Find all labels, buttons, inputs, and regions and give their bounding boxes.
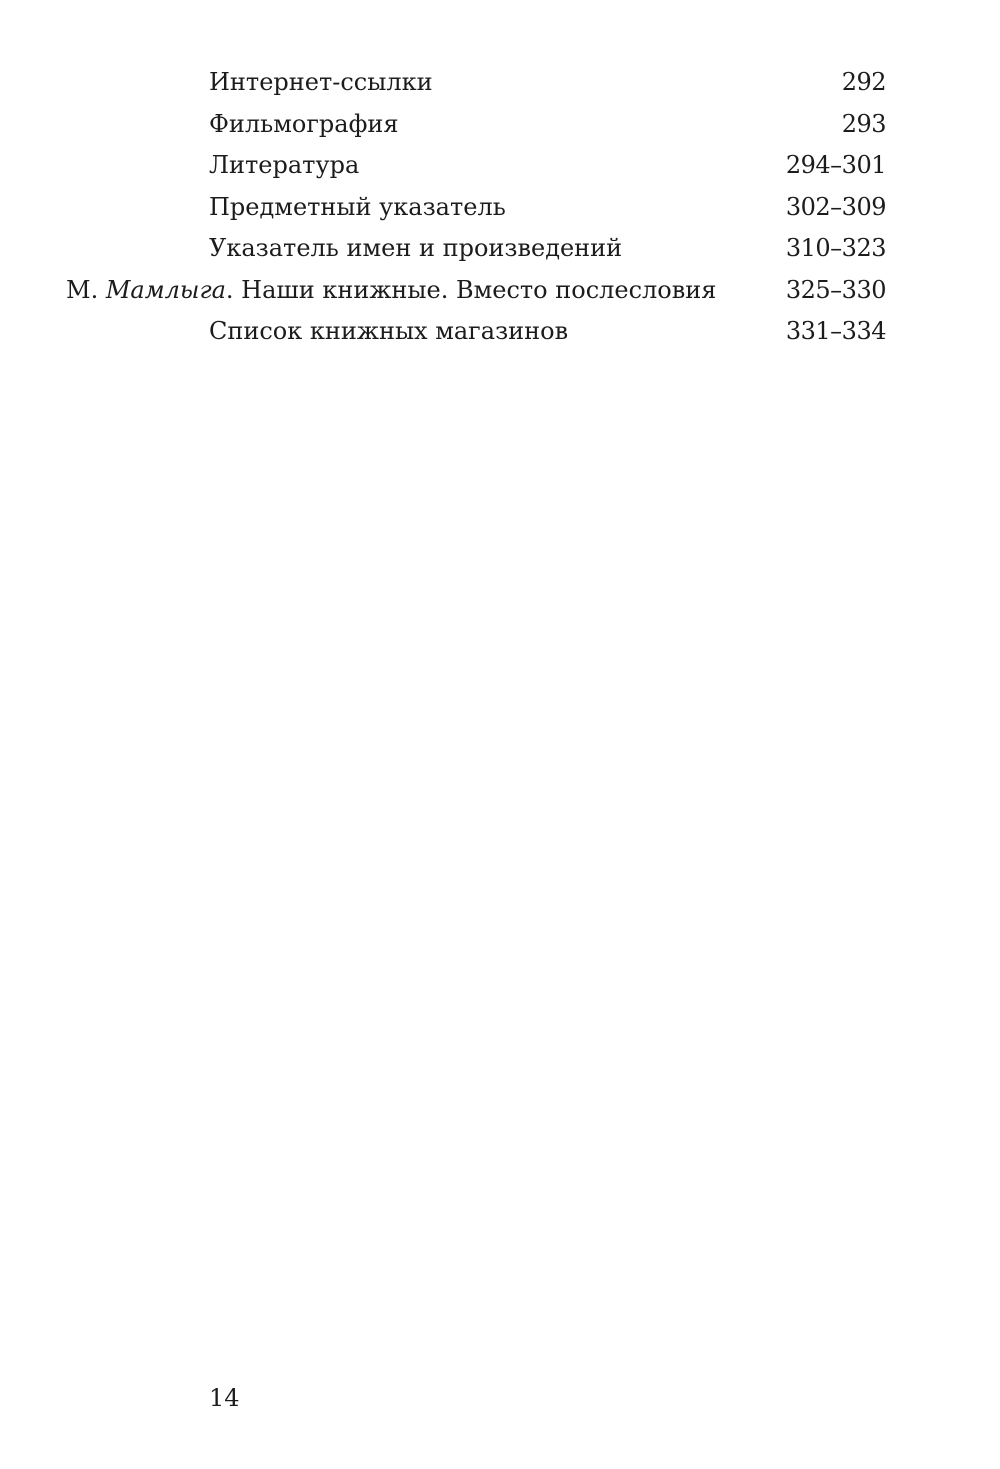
toc-entry-pages: 294–301 (785, 151, 886, 179)
toc-entry-title: Предметный указатель (209, 192, 506, 221)
toc-entry-title: Фильмография (209, 109, 399, 138)
toc-entry-pages: 331–334 (785, 317, 886, 345)
toc-entry-names-index[interactable] (0, 228, 1000, 270)
toc-entry-pages: 302–309 (785, 192, 886, 221)
toc-entry-title: Список книжных магазинов (209, 317, 569, 345)
toc-entry-title: Интернет-ссылки (209, 68, 433, 96)
toc-entry-pages: 325–330 (785, 275, 886, 304)
toc-entry-title: Литература (209, 151, 360, 179)
toc-entry-literature[interactable] (0, 145, 1000, 187)
table-of-contents (0, 62, 1000, 353)
toc-entry-title (66, 270, 716, 312)
toc-entry-afterword[interactable] (0, 270, 1000, 312)
author-initial: М. (66, 275, 99, 304)
toc-entry-filmography[interactable] (0, 104, 1000, 146)
toc-entry-bookstores-list[interactable] (0, 311, 1000, 353)
toc-entry-pages: 310–323 (785, 234, 886, 262)
toc-entry-subject-index[interactable] (0, 187, 1000, 229)
toc-entry-pages: 292 (841, 68, 886, 96)
page-number: 14 (209, 1384, 240, 1412)
author-surname: Мамлыга (105, 275, 226, 304)
toc-entry-title-text: . Наши книжные. Вместо послесловия (225, 275, 717, 304)
toc-entry-title: Указатель имен и произведений (209, 234, 623, 262)
toc-entry-internet-links[interactable] (0, 62, 1000, 104)
toc-entry-pages: 293 (841, 109, 886, 138)
